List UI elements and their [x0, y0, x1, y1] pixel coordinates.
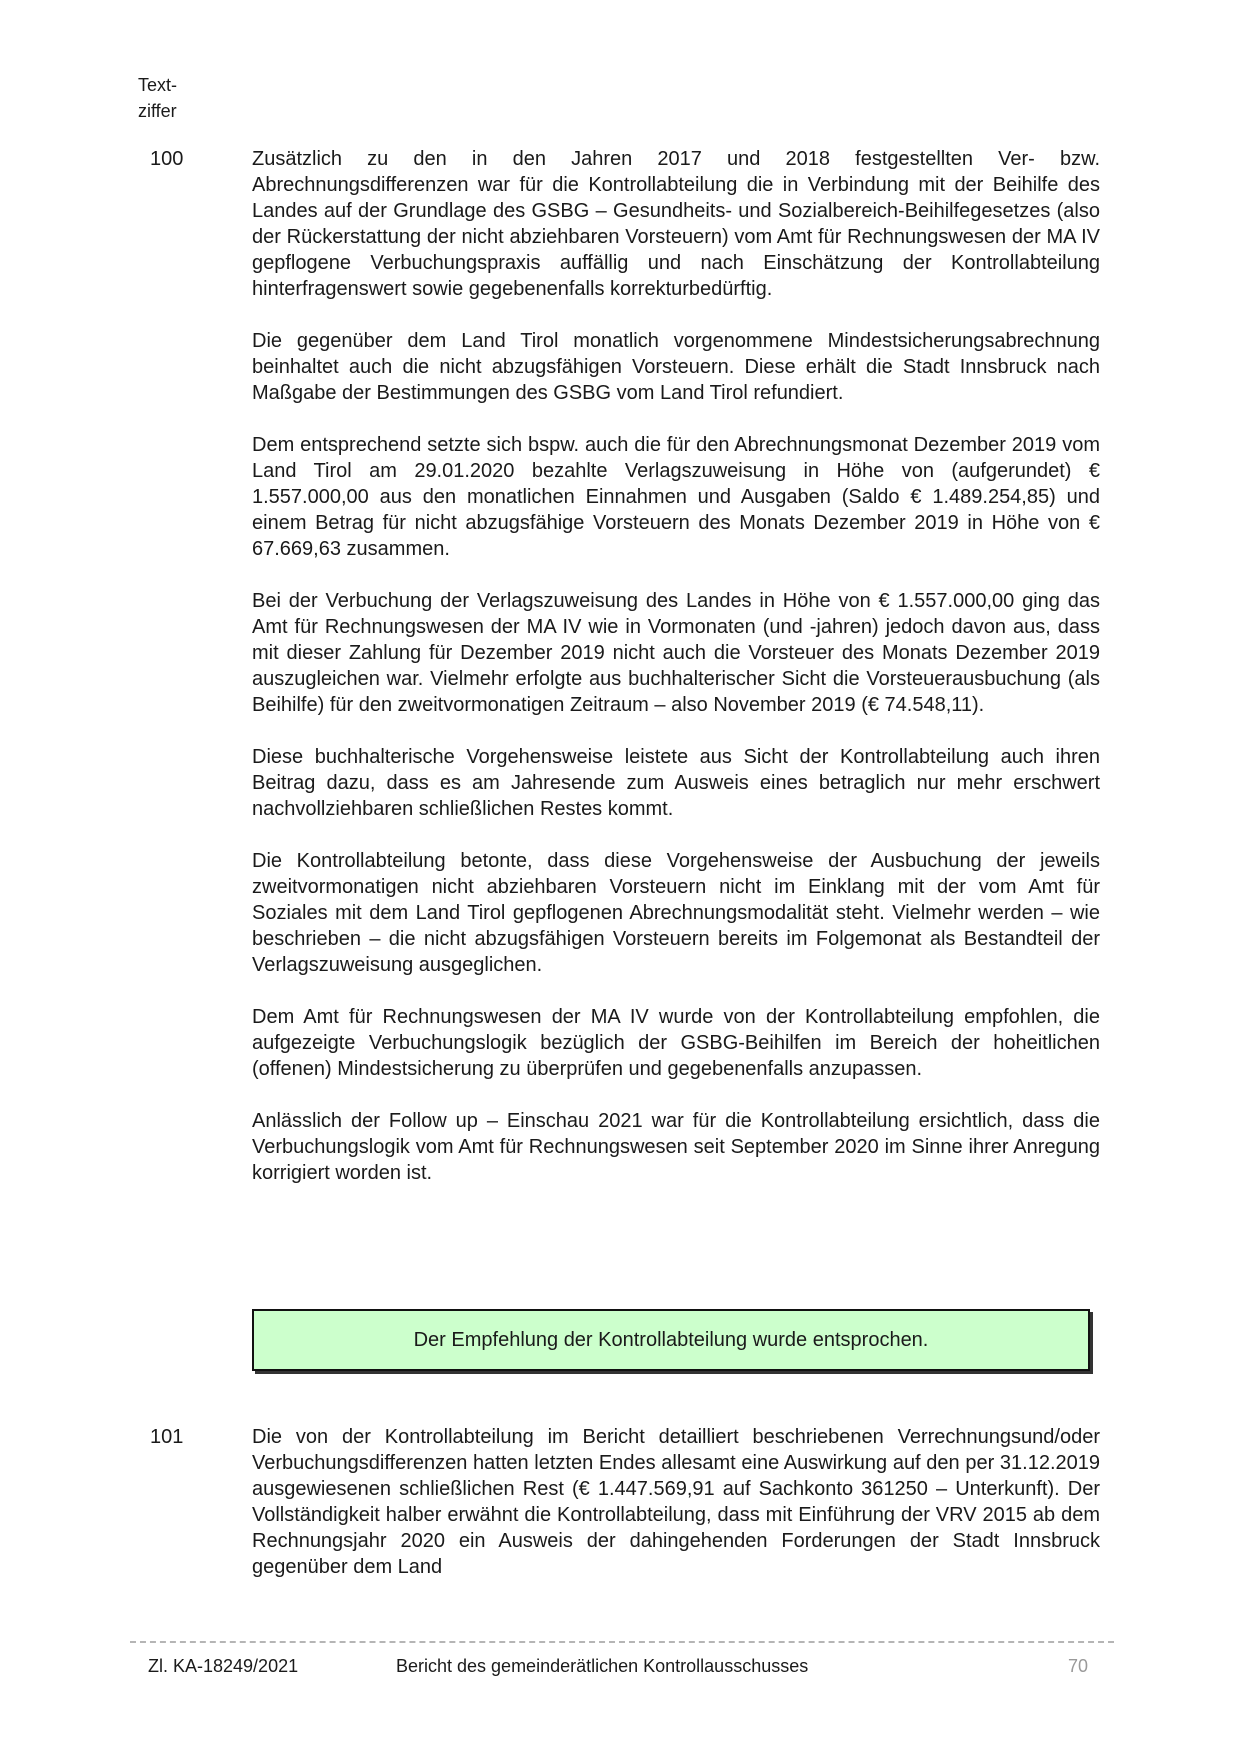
footer-divider	[130, 1641, 1114, 1643]
paragraph: Dem entsprechend setzte sich bspw. auch die für den Abrechnungsmonat Dezember 2019 vom Land Tirol am 29.01.2020 bezahlte Verlagszuweisung in Höhe von (aufgerundet) € 1.557.000,00 aus den monatlichen Einnahmen und Ausgaben (Saldo € 1.489.254,85) und einem Betrag für nicht abzugsfähige Vorsteuern des Monats Dezember 2019 in Höhe von € 67.669,63 zusammen.	[252, 434, 1100, 560]
paragraph: Zusätzlich zu den in den Jahren 2017 und 2018 festgestellten Ver- bzw. Abrechnungsdifferenzen war für die Kontrollabteilung die in Verbindung mit der Beihilfe des Landes auf der Grundlage des GSBG – Gesundheits- und Sozialbereich-Beihilfegesetzes (also der Rückerstattung der nicht abziehbaren Vorsteuern) vom Amt für Rechnungswesen der MA IV gepflogene Verbuchungspraxis auffällig und nach Einschätzung der Kontrollabteilung hinterfragenswert sowie gegebenenfalls korrekturbedürftig.	[252, 148, 1100, 300]
paragraph: Diese buchhalterische Vorgehensweise leistete aus Sicht der Kontrollabteilung auch ihren Beitrag dazu, dass es am Jahresende zum Ausweis eines betraglich nur mehr erschwert nachvollziehbaren schließlichen Restes kommt.	[252, 746, 1100, 820]
margin-label-line-1: Text-	[138, 75, 178, 95]
recommendation-status-box	[252, 1309, 1090, 1371]
margin-label-line-2: ziffer	[138, 101, 177, 121]
footer-title: Bericht des gemeinderätlichen Kontrollausschusses	[396, 1656, 809, 1676]
paragraph: Dem Amt für Rechnungswesen der MA IV wurde von der Kontrollabteilung empfohlen, die aufgezeigte Verbuchungslogik bezüglich der GSBG-Beihilfen im Bereich der hoheitlichen (offenen) Mindestsicherung zu überprüfen und gegebenenfalls anzupassen.	[252, 1006, 1100, 1080]
section-body	[252, 146, 1100, 1186]
footer-reference: Zl. KA-18249/2021	[148, 1656, 299, 1676]
section-body	[252, 1424, 1100, 1580]
paragraph: Die gegenüber dem Land Tirol monatlich vorgenommene Mindestsicherungsabrechnung beinhaltet auch die nicht abzugsfähigen Vorsteuern. Diese erhält die Stadt Innsbruck nach Maßgabe der Bestimmungen des GSBG vom Land Tirol refundiert.	[252, 330, 1100, 404]
textziffer-number: 101	[150, 1426, 184, 1448]
paragraph: Die Kontrollabteilung betonte, dass diese Vorgehensweise der Ausbuchung der jeweils zweitvormonatigen nicht abziehbaren Vorsteuern nicht im Einklang mit der vom Amt für Soziales mit dem Land Tirol gepflogenen Abrechnungsmodalität steht. Vielmehr werden – wie beschrieben – die nicht abzugsfähigen Vorsteuern bereits im Folgemonat als Bestandteil der Verlagszuweisung ausgeglichen.	[252, 850, 1100, 976]
paragraph: Die von der Kontrollabteilung im Bericht detailliert beschriebenen Verrechnungsund/oder Verbuchungsdifferenzen hatten letzten Endes allesamt eine Auswirkung auf den per 31.12.2019 ausgewiesenen schließlichen Rest (€ 1.447.569,91 auf Sachkonto 361250 – Unterkunft). Der Vollständigkeit halber erwähnt die Kontrollabteilung, dass mit Einführung der VRV 2015 ab dem Rechnungsjahr 2020 ein Ausweis der dahingehenden Forderungen der Stadt Innsbruck gegenüber dem Land	[252, 1426, 1100, 1578]
paragraph: Anlässlich der Follow up – Einschau 2021 war für die Kontrollabteilung ersichtlich, dass die Verbuchungslogik vom Amt für Rechnungswesen seit September 2020 im Sinne ihrer Anregung korrigiert worden ist.	[252, 1110, 1100, 1184]
page-number: 70	[1068, 1656, 1089, 1676]
textziffer-number: 100	[150, 148, 184, 170]
paragraph: Bei der Verbuchung der Verlagszuweisung des Landes in Höhe von € 1.557.000,00 ging das Amt für Rechnungswesen der MA IV wie in Vormonaten (und -jahren) jedoch davon aus, dass mit dieser Zahlung für Dezember 2019 nicht auch die Vorsteuer des Monats Dezember 2019 auszugleichen war. Vielmehr erfolgte aus buchhalterischer Sicht die Vorsteuerausbuchung (als Beihilfe) für den zweitvormonatigen Zeitraum – also November 2019 (€ 74.548,11).	[252, 590, 1100, 716]
margin-label	[138, 72, 177, 124]
recommendation-status-text: Der Empfehlung der Kontrollabteilung wurde entsprochen.	[413, 1328, 929, 1351]
